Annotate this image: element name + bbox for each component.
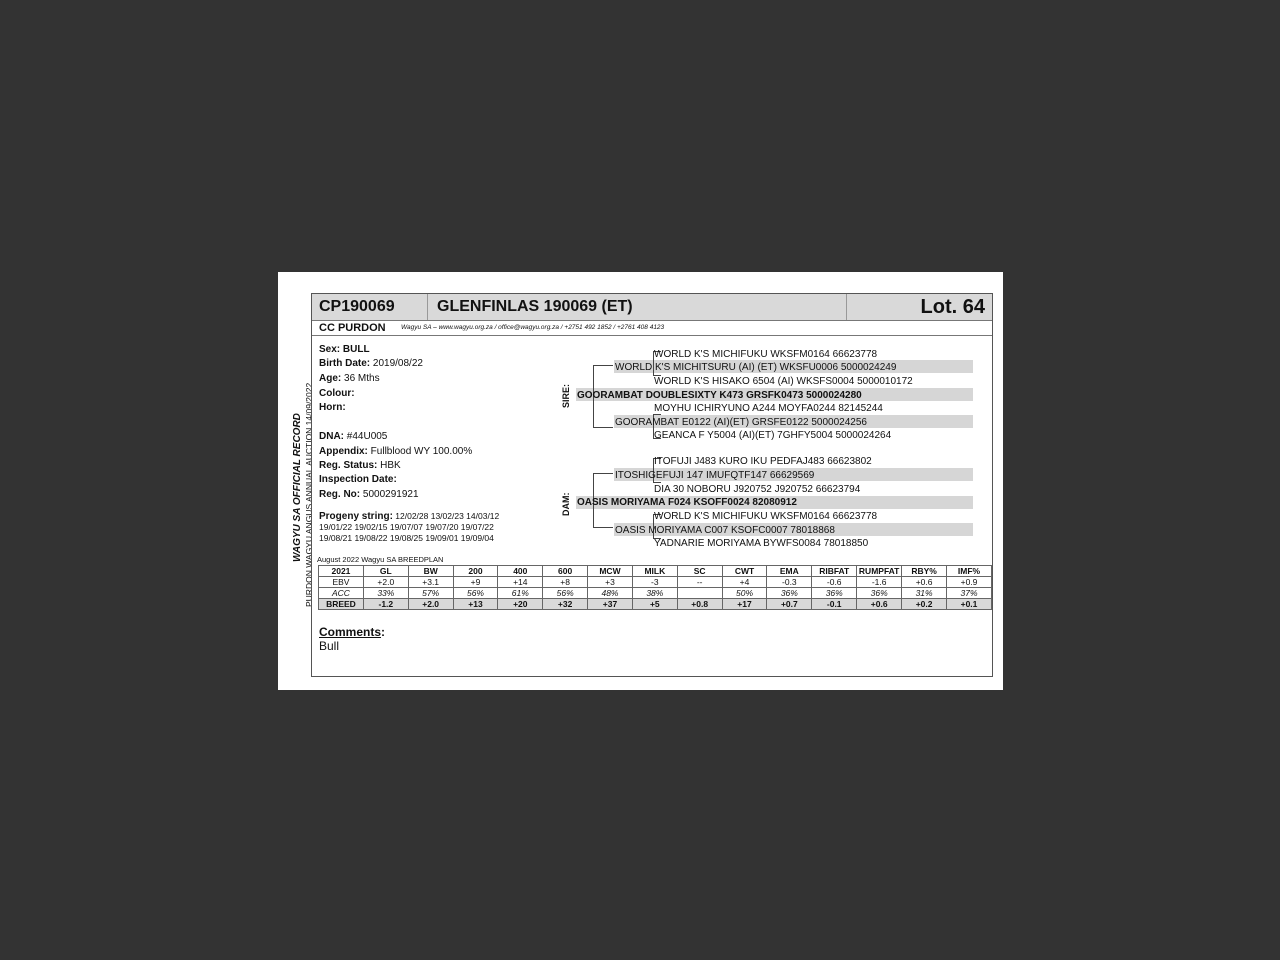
animal-id: CP190069 (319, 298, 395, 315)
breedplan-cell: +0.6 (857, 599, 902, 610)
sire-dam-sire: MOYHU ICHIRYUNO A244 MOYFA0244 82145244 (654, 403, 883, 414)
dam-dam-sire: WORLD K'S MICHIFUKU WKSFM0164 66623778 (654, 511, 878, 522)
birth-date-value: 2019/08/22 (372, 358, 423, 369)
reg-status-row: Reg. Status: HBK (319, 460, 401, 471)
lot-number: Lot. 64 (920, 296, 985, 318)
breedplan-cell: -3 (632, 577, 677, 588)
breedplan-cell: GL (363, 566, 408, 577)
sire-sire-sire: WORLD K'S MICHIFUKU WKSFM0164 66623778 (654, 349, 878, 360)
birth-date-row: Birth Date: 2019/08/22 (319, 358, 423, 369)
breedplan-cell: +0.8 (677, 599, 722, 610)
sex-value: BULL (342, 344, 370, 355)
lot-card (278, 272, 1003, 690)
dam: OASIS MORIYAMA F024 KSOFF0024 82080912 (577, 497, 797, 508)
breedplan-cell: SC (677, 566, 722, 577)
dam-sire: ITOSHIGEFUJI 147 IMUFQTF147 66629569 (615, 470, 815, 481)
breedplan-cell: RBY% (902, 566, 947, 577)
breedplan-cell: 37% (947, 588, 992, 599)
breedplan-cell: MCW (588, 566, 633, 577)
breedplan-cell: EMA (767, 566, 812, 577)
breedplan-cell: 38% (632, 588, 677, 599)
dam-dam-dam: YADNARIE MORIYAMA BYWFS0084 78018850 (654, 538, 869, 549)
breedplan-cell: 31% (902, 588, 947, 599)
breedplan-cell: -1.6 (857, 577, 902, 588)
breedplan-cell: 600 (543, 566, 588, 577)
comments-label: Comments: (319, 625, 386, 639)
breedplan-cell: -- (677, 577, 722, 588)
age-value: 36 Mths (344, 373, 380, 384)
auction-label: PURDON WAGYU ANGUS ANNUAL AUCTION 14/09/2022 (304, 382, 314, 607)
breedplan-cell: +13 (453, 599, 498, 610)
breedplan-cell: 36% (812, 588, 857, 599)
breedplan-cell: -0.3 (767, 577, 812, 588)
breedplan-cell: ACC (319, 588, 364, 599)
breedplan-cell: +0.2 (902, 599, 947, 610)
breedplan-cell: -0.1 (812, 599, 857, 610)
breedplan-cell: +14 (498, 577, 543, 588)
breedplan-cell: MILK (632, 566, 677, 577)
breedplan-cell: -0.6 (812, 577, 857, 588)
sire-label: SIRE: (561, 383, 571, 408)
breedplan-caption: August 2022 Wagyu SA BREEDPLAN (317, 555, 444, 564)
sire-sire-dam: WORLD K'S HISAKO 6504 (AI) WKSFS0004 5000010172 (654, 376, 913, 387)
sire-dam: GOORAMBAT E0122 (AI)(ET) GRSFE0122 5000024256 (615, 417, 867, 428)
dam-sire-sire: ITOFUJI J483 KURO IKU PEDFAJ483 66623802 (654, 456, 872, 467)
breedplan-cell: -1.2 (363, 599, 408, 610)
progeny-string: Progeny string: 12/02/28 13/02/23 14/03/12 19/01/22 19/02/15 19/07/07 19/07/20 19/07/22 19/08/21 19/08/22 19/08/25 19/09/01 19/09/04 (319, 511, 500, 543)
breedplan-cell: 400 (498, 566, 543, 577)
dna-row: DNA: #44U005 (319, 431, 388, 442)
breedplan-cell: 36% (857, 588, 902, 599)
breedplan-cell: +0.7 (767, 599, 812, 610)
breedplan-cell: CWT (722, 566, 767, 577)
appendix-value: Fullblood WY 100.00% (370, 446, 473, 457)
breedplan-cell: IMF% (947, 566, 992, 577)
breedplan-row-breed (319, 599, 992, 610)
record-frame (311, 293, 993, 677)
contact-info: Wagyu SA – www.wagyu.org.za / office@wagyu.org.za / +2751 492 1852 / +2761 408 4123 (401, 324, 665, 331)
horn-row: Horn: (319, 402, 346, 413)
breedplan-cell: RIBFAT (812, 566, 857, 577)
breedplan-cell: +0.6 (902, 577, 947, 588)
header-bar (312, 294, 992, 321)
breedplan-cell: EBV (319, 577, 364, 588)
comments-text: Bull (319, 639, 340, 653)
age-row: Age: 36 Mths (319, 373, 380, 384)
breedplan-cell: 50% (722, 588, 767, 599)
colour-row: Colour: (319, 388, 355, 399)
sire: GOORAMBAT DOUBLESIXTY K473 GRSFK0473 5000024280 (577, 390, 862, 401)
breedplan-cell: 33% (363, 588, 408, 599)
dam-dam: OASIS MORIYAMA C007 KSOFC0007 78018868 (615, 525, 835, 536)
breedplan-cell (677, 588, 722, 599)
inspection-date-row: Inspection Date: (319, 474, 397, 485)
breedplan-row-columns (319, 566, 992, 577)
breedplan-cell: +5 (632, 599, 677, 610)
breedplan-cell: +37 (588, 599, 633, 610)
breedplan-cell: +2.0 (363, 577, 408, 588)
breedplan-cell: +17 (722, 599, 767, 610)
breedplan-cell: +20 (498, 599, 543, 610)
breedplan-cell: 56% (453, 588, 498, 599)
breedplan-cell: +32 (543, 599, 588, 610)
breedplan-table (318, 565, 992, 610)
reg-no-row: Reg. No: 5000291921 (319, 489, 419, 500)
breedplan-cell: 200 (453, 566, 498, 577)
progeny-line-3: 19/08/21 19/08/22 19/08/25 19/09/01 19/09/04 (319, 533, 494, 543)
dam-label: DAM: (561, 492, 571, 516)
animal-name: GLENFINLAS 190069 (ET) (437, 298, 633, 315)
owner-name: CC PURDON (319, 322, 386, 334)
breedplan-cell: 2021 (319, 566, 364, 577)
sire-dam-dam: GEANCA F Y5004 (AI)(ET) 7GHFY5004 5000024264 (654, 430, 892, 441)
breedplan-cell: 48% (588, 588, 633, 599)
reg-status-value: HBK (380, 460, 401, 471)
breedplan-cell: +0.1 (947, 599, 992, 610)
breedplan-cell: +3 (588, 577, 633, 588)
breedplan-cell: +8 (543, 577, 588, 588)
breedplan-row-ebv (319, 577, 992, 588)
breedplan-row-acc (319, 588, 992, 599)
breedplan-cell: +9 (453, 577, 498, 588)
breedplan-cell: +3.1 (408, 577, 453, 588)
dam-sire-dam: DIA 30 NOBORU J920752 J920752 66623794 (654, 484, 861, 495)
sire-sire: WORLD K'S MICHITSURU (AI) (ET) WKSFU0006 5000024249 (615, 362, 897, 373)
breedplan-cell: +4 (722, 577, 767, 588)
breedplan-cell: 56% (543, 588, 588, 599)
breedplan-cell: 61% (498, 588, 543, 599)
official-record-label: WAGYU SA OFFICIAL RECORD (292, 413, 303, 562)
progeny-line-2: 19/01/22 19/02/15 19/07/07 19/07/20 19/07/22 (319, 522, 494, 532)
breedplan-cell: RUMPFAT (857, 566, 902, 577)
reg-no-value: 5000291921 (362, 489, 419, 500)
sex-row: Sex: BULL (319, 344, 370, 355)
breedplan-cell: +2.0 (408, 599, 453, 610)
appendix-row: Appendix: Fullblood WY 100.00% (319, 446, 473, 457)
breedplan-cell: 36% (767, 588, 812, 599)
progeny-line-1: 12/02/28 13/02/23 14/03/12 (395, 511, 500, 521)
breedplan-cell: BW (408, 566, 453, 577)
owner-row (312, 321, 992, 336)
dna-value: #44U005 (346, 431, 388, 442)
breedplan-cell: +0.9 (947, 577, 992, 588)
breedplan-cell: 57% (408, 588, 453, 599)
breedplan-cell: BREED (319, 599, 364, 610)
